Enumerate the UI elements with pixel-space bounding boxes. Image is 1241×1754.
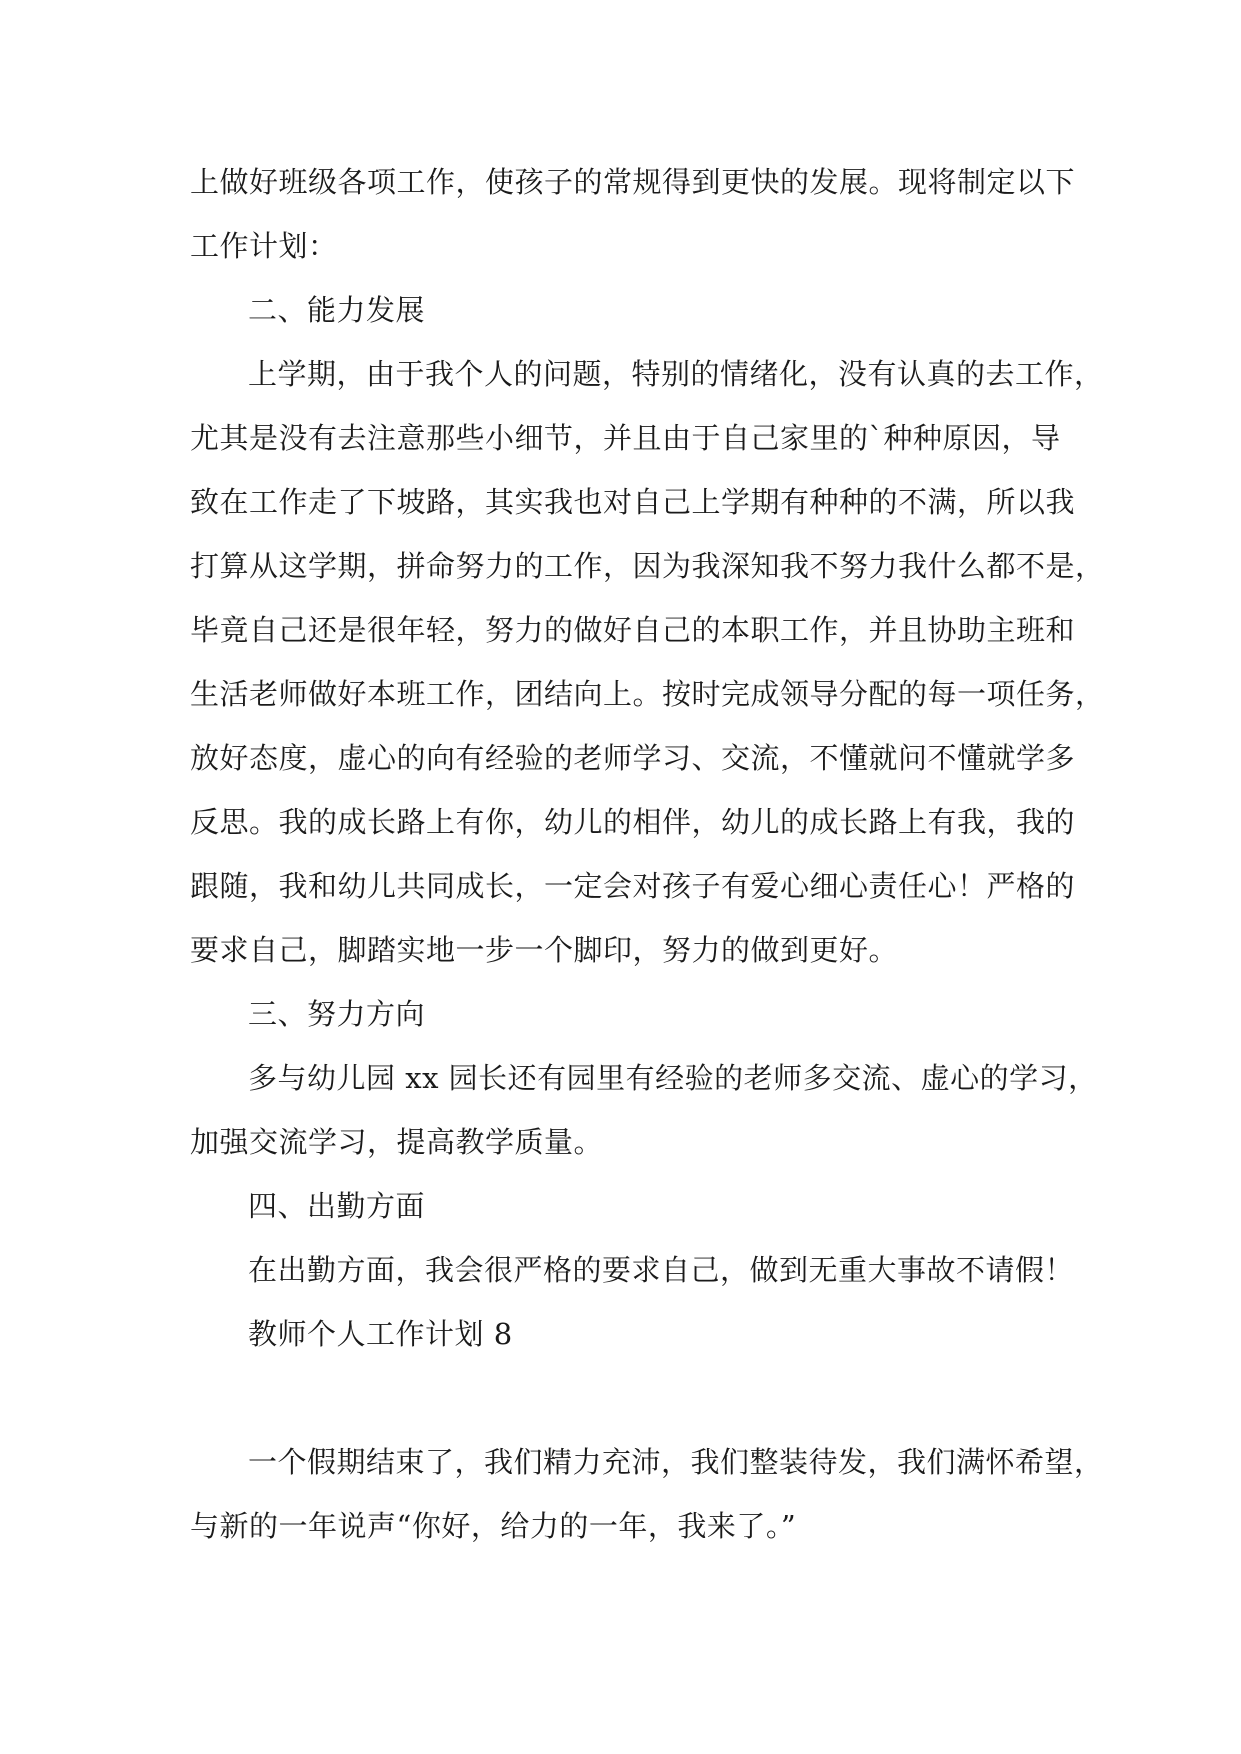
paragraph-line: 在出勤方面，我会很严格的要求自己，做到无重大事故不请假！ [248, 1253, 1075, 1287]
paragraph-line: 放好态度，虚心的向有经验的老师学习、交流，不懂就问不懂就学多 [190, 741, 1076, 775]
intro-line-2: 工作计划： [190, 229, 338, 263]
paragraph-line: 与新的一年说声“你好，给力的一年，我来了。” [190, 1509, 797, 1543]
paragraph-line: 一个假期结束了，我们精力充沛，我们整装待发，我们满怀希望， [248, 1445, 1104, 1479]
document-body [190, 150, 1105, 1558]
paragraph-line: 加强交流学习，提高教学质量。 [190, 1125, 604, 1159]
paragraph-line: 打算从这学期，拼命努力的工作，因为我深知我不努力我什么都不是， [190, 549, 1105, 583]
blank-line [190, 1366, 1060, 1430]
intro-line-1: 上做好班级各项工作，使孩子的常规得到更快的发展。现将制定以下 [190, 165, 1076, 199]
paragraph-line: 毕竟自己还是很年轻，努力的做好自己的本职工作，并且协助主班和 [190, 613, 1076, 647]
section-heading-direction: 三、努力方向 [248, 997, 426, 1031]
paragraph-line: 尤其是没有去注意那些小细节，并且由于自己家里的`种种原因，导 [190, 421, 1061, 455]
paragraph-line: 上学期，由于我个人的问题，特别的情绪化，没有认真的去工作， [248, 357, 1104, 391]
paragraph-line: 要求自己，脚踏实地一步一个脚印，努力的做到更好。 [190, 933, 899, 967]
plan-title: 教师个人工作计划 8 [248, 1317, 513, 1351]
section-heading-attendance: 四、出勤方面 [248, 1189, 426, 1223]
paragraph-line: 生活老师做好本班工作，团结向上。按时完成领导分配的每一项任务， [190, 677, 1105, 711]
paragraph-line: 反思。我的成长路上有你，幼儿的相伴，幼儿的成长路上有我，我的 [190, 805, 1076, 839]
paragraph-line: 跟随，我和幼儿共同成长，一定会对孩子有爱心细心责任心！严格的 [190, 869, 1076, 903]
paragraph-line: 多与幼儿园 xx 园长还有园里有经验的老师多交流、虚心的学习， [248, 1061, 1098, 1095]
paragraph-line: 致在工作走了下坡路，其实我也对自己上学期有种种的不满，所以我 [190, 485, 1076, 519]
section-heading-ability: 二、能力发展 [248, 293, 426, 327]
